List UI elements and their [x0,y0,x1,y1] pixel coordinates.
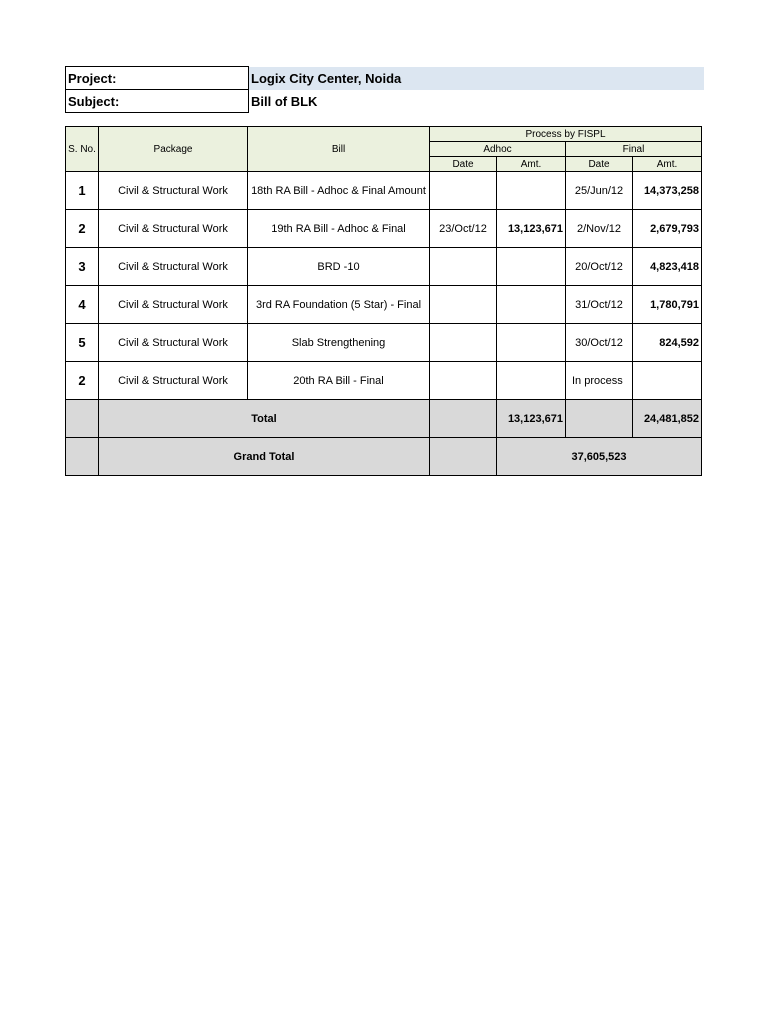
row-package: Civil & Structural Work [99,248,248,286]
col-header-adhoc-date: Date [430,157,497,172]
total-final-amt: 24,481,852 [633,400,702,438]
row-final-date: 2/Nov/12 [566,210,633,248]
col-header-final-amt: Amt. [633,157,702,172]
grand-total-row [66,438,702,476]
total-label: Total [99,400,430,438]
row-final-date: 31/Oct/12 [566,286,633,324]
row-sno: 5 [66,324,99,362]
row-bill: 3rd RA Foundation (5 Star) - Final [248,286,430,324]
row-final-amt: 4,823,418 [633,248,702,286]
total-adhoc-amt: 13,123,671 [497,400,566,438]
row-package: Civil & Structural Work [99,286,248,324]
row-sno: 2 [66,210,99,248]
col-header-package: Package [99,127,248,172]
row-package: Civil & Structural Work [99,362,248,400]
row-adhoc-amt [497,248,566,286]
row-sno: 1 [66,172,99,210]
row-adhoc-date [430,172,497,210]
row-adhoc-date [430,362,497,400]
total-spacer [66,400,99,438]
col-header-sno: S. No. [66,127,99,172]
row-package: Civil & Structural Work [99,210,248,248]
row-bill: 19th RA Bill - Adhoc & Final [248,210,430,248]
row-adhoc-amt [497,324,566,362]
col-header-process: Process by FISPL [430,127,702,142]
col-header-final: Final [566,142,702,157]
row-sno: 2 [66,362,99,400]
table-row [66,210,702,248]
row-final-date: 30/Oct/12 [566,324,633,362]
row-package: Civil & Structural Work [99,172,248,210]
row-final-date: 20/Oct/12 [566,248,633,286]
table-row [66,362,702,400]
total-row [66,400,702,438]
total-adhoc-date [430,400,497,438]
project-value: Logix City Center, Noida [249,67,705,90]
row-bill: BRD -10 [248,248,430,286]
row-adhoc-date [430,324,497,362]
row-final-amt: 14,373,258 [633,172,702,210]
col-header-adhoc: Adhoc [430,142,566,157]
row-package: Civil & Structural Work [99,324,248,362]
row-adhoc-amt [497,172,566,210]
row-final-amt: 1,780,791 [633,286,702,324]
row-adhoc-amt [497,362,566,400]
row-sno: 3 [66,248,99,286]
row-bill: 18th RA Bill - Adhoc & Final Amount [248,172,430,210]
table-row [66,248,702,286]
bill-table [65,126,702,476]
grand-total-label: Grand Total [99,438,430,476]
table-row [66,324,702,362]
col-header-bill: Bill [248,127,430,172]
row-adhoc-date [430,248,497,286]
col-header-final-date: Date [566,157,633,172]
row-final-amt: 824,592 [633,324,702,362]
row-final-date: In process [566,362,633,400]
row-bill: 20th RA Bill - Final [248,362,430,400]
row-adhoc-date: 23/Oct/12 [430,210,497,248]
table-row [66,172,702,210]
grand-total-spacer [66,438,99,476]
subject-label: Subject: [66,90,249,113]
row-adhoc-amt [497,286,566,324]
grand-total-blank [430,438,497,476]
row-bill: Slab Strengthening [248,324,430,362]
project-header [65,66,704,113]
row-sno: 4 [66,286,99,324]
grand-total-value: 37,605,523 [497,438,702,476]
subject-value: Bill of BLK [249,90,705,113]
project-label: Project: [66,67,249,90]
total-final-date [566,400,633,438]
row-final-amt: 2,679,793 [633,210,702,248]
row-adhoc-amt: 13,123,671 [497,210,566,248]
row-final-amt [633,362,702,400]
row-adhoc-date [430,286,497,324]
col-header-adhoc-amt: Amt. [497,157,566,172]
row-final-date: 25/Jun/12 [566,172,633,210]
table-row [66,286,702,324]
